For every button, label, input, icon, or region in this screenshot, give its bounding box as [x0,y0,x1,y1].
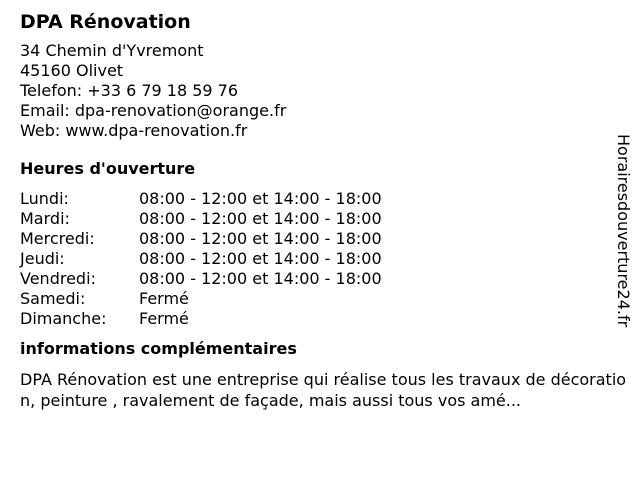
opening-hours-table [20,189,382,329]
hours-row-friday [20,269,382,289]
day-label: Mardi: [20,209,70,228]
site-watermark: Horairesdouverture24.fr [614,134,633,328]
hours-row-sunday [20,309,382,329]
day-hours: 08:00 - 12:00 et 14:00 - 18:00 [139,189,382,208]
day-hours: 08:00 - 12:00 et 14:00 - 18:00 [139,209,382,228]
day-hours: Fermé [139,309,189,328]
info-description: DPA Rénovation est une entreprise qui réalise tous les travaux de décoration, peinture , ravalement de façade, mais aussi tous vos amé... [20,370,627,410]
hours-heading: Heures d'ouverture [20,159,196,178]
info-heading: informations complémentaires [20,339,297,358]
hours-row-tuesday [20,209,382,229]
day-label: Jeudi: [20,249,65,268]
hours-row-monday [20,189,382,209]
hours-row-saturday [20,289,382,309]
contact-block [20,41,610,141]
web-line: Web: www.dpa-renovation.fr [20,121,248,140]
day-hours: 08:00 - 12:00 et 14:00 - 18:00 [139,249,382,268]
day-hours: 08:00 - 12:00 et 14:00 - 18:00 [139,229,382,248]
hours-row-wednesday [20,229,382,249]
day-hours: 08:00 - 12:00 et 14:00 - 18:00 [139,269,382,288]
day-label: Vendredi: [20,269,96,288]
day-label: Lundi: [20,189,69,208]
business-name: DPA Rénovation [20,11,191,33]
address-street: 34 Chemin d'Yvremont [20,41,204,60]
day-hours: Fermé [139,289,189,308]
email-line: Email: dpa-renovation@orange.fr [20,101,287,120]
day-label: Mercredi: [20,229,95,248]
day-label: Dimanche: [20,309,107,328]
day-label: Samedi: [20,289,86,308]
hours-row-thursday [20,249,382,269]
address-city: 45160 Olivet [20,61,124,80]
phone-line: Telefon: +33 6 79 18 59 76 [20,81,239,100]
